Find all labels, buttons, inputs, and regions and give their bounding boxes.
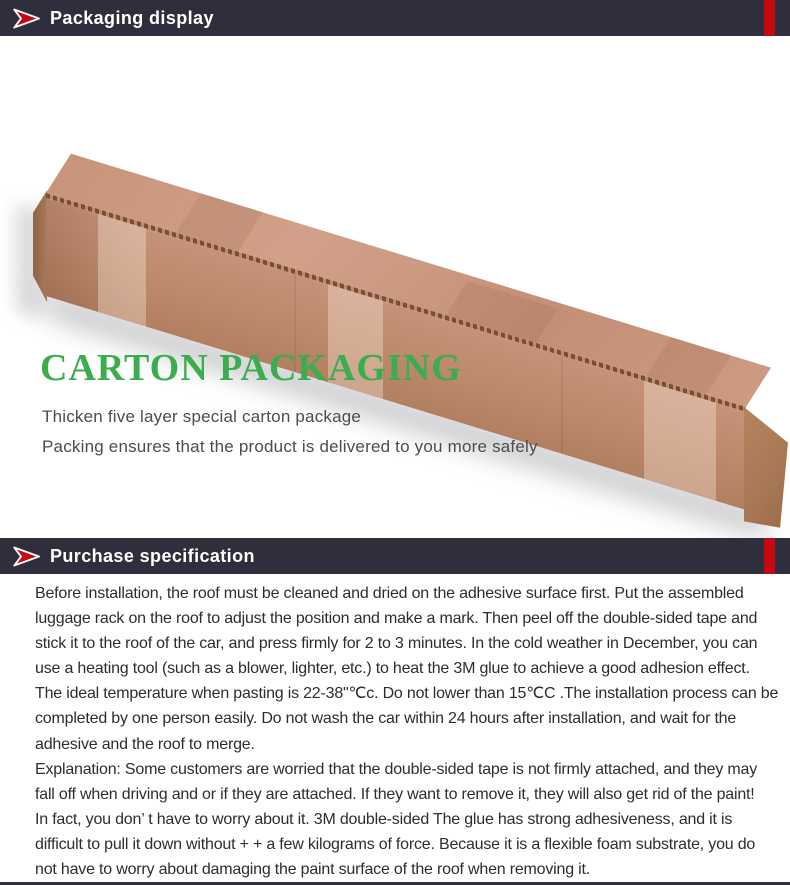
carton-tape <box>98 214 146 327</box>
purchase-specification-header-bar <box>0 538 790 574</box>
red-accent-stripe <box>764 0 775 36</box>
packaging-display-header-bar <box>0 0 790 36</box>
spec-text-line: In fact, you don’ t have to worry about it. 3M double-sided The glue has strong adhesiveness, and it is <box>35 810 733 828</box>
red-arrow-right-icon <box>12 544 44 568</box>
packaging-photo-section <box>0 36 790 538</box>
spec-text-line: not have to worry about damaging the paint surface of the roof when removing it. <box>35 861 591 879</box>
carton-right-end <box>744 403 788 534</box>
spec-text-line: use a heating tool (such as a blower, lighter, etc.) to heat the 3M glue to achieve a good adhesion effect. <box>35 660 750 678</box>
packaging-display-title: Packaging display <box>50 7 214 28</box>
spec-text-line: adhesive and the roof to merge. <box>35 735 255 753</box>
spec-text-line: stick it to the roof of the car, and press firmly for 2 to 3 minutes. In the cold weather in December, you can <box>35 635 758 653</box>
spec-text-line: luggage rack on the roof to adjust the position and make a mark. Then peel off the double-sided tape and <box>35 610 758 628</box>
specification-text-block <box>0 574 790 880</box>
red-arrow-right-icon <box>12 6 44 30</box>
spec-text-line: Before installation, the roof must be cleaned and dried on the adhesive surface first. Put the assembled <box>35 585 744 602</box>
spec-text-line: fall off when driving and or if they are attached. If they want to remove it, they will also get rid of the paint! <box>35 785 755 803</box>
carton-crease <box>561 355 563 454</box>
carton-packaging-title: CARTON PACKAGING <box>40 347 462 389</box>
packaging-subtitle-2: Packing ensures that the product is delivered to you more safely <box>42 437 538 456</box>
purchase-specification-section <box>0 574 790 880</box>
spec-text-line: difficult to pull it down without + + a few kilograms of force. Because it is a flexible foam substrate, you do <box>35 835 756 853</box>
spec-text-line: completed by one person easily. Do not wash the car within 24 hours after installation, and wait for the <box>35 710 737 728</box>
spec-text-line: Explanation: Some customers are worried that the double-sided tape is not firmly attached, and they may <box>35 760 758 778</box>
spec-text-line: The ideal temperature when pasting is 22-38"℃c. Do not lower than 15℃C .The installation process can be <box>35 685 779 703</box>
red-accent-stripe <box>764 538 775 574</box>
purchase-specification-title: Purchase specification <box>50 545 255 566</box>
packaging-subtitle-1: Thicken five layer special carton package <box>42 407 362 426</box>
